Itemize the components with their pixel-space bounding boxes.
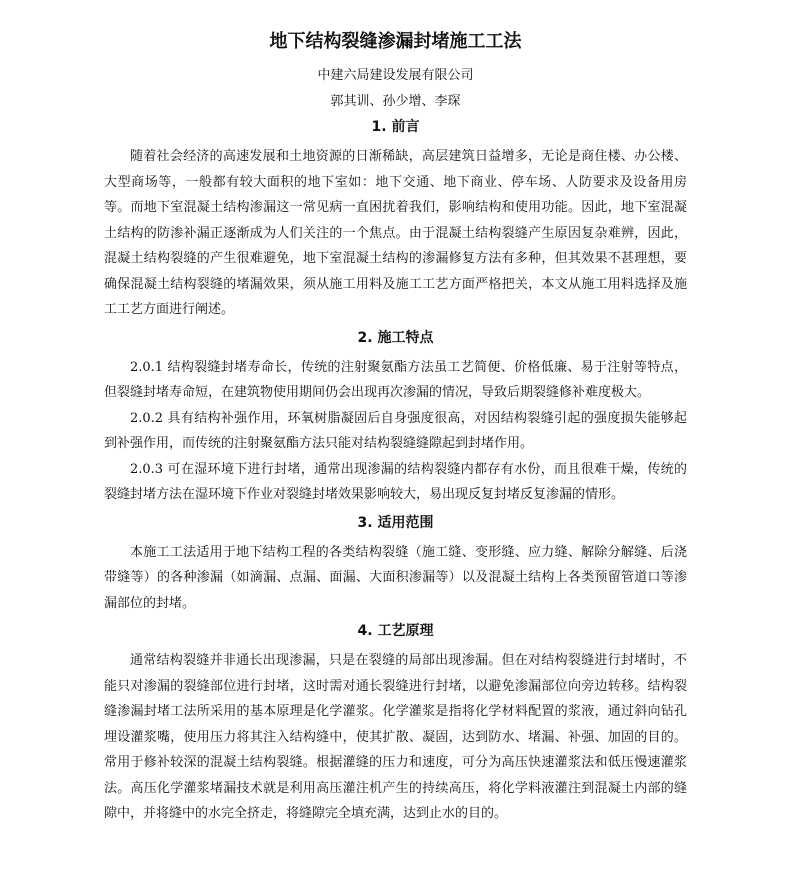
paragraph: 2.0.3 可在湿环境下进行封堵，通常出现渗漏的结构裂缝内都存有水份，而且很难干燥，传统的裂缝封堵方法在湿环境下作业对裂缝封堵效果影响较大，易出现反复封堵反复渗漏的情形。 [104, 461, 687, 502]
paragraph: 2.0.2 具有结构补强作用，环氧树脂凝固后自身强度很高，对因结构裂缝引起的强度损失能够起到补强作用，而传统的注射聚氨酯方法只能对结构裂缝缝隙起到封堵作用。 [104, 410, 687, 451]
section-heading-preface: 1. 前言 [371, 119, 420, 135]
affiliation: 中建六局建设发展有限公司 [317, 68, 474, 83]
paragraph: 本施工工法适用于地下结构工程的各类结构裂缝（施工缝、变形缝、应力缝、解除分解缝、后浇带缝等）的各种渗漏（如滴漏、点漏、面漏、大面积渗漏等）以及混凝土结构上各类预留管道口等渗漏部位的封堵。 [104, 544, 687, 611]
section-heading-principle: 4. 工艺原理 [357, 623, 434, 639]
paragraph: 通常结构裂缝并非通长出现渗漏，只是在裂缝的局部出现渗漏。但在对结构裂缝进行封堵时，不能只对渗漏的裂缝部位进行封堵，这时需对通长裂缝进行封堵，以避免渗漏部位向旁边转移。结构裂缝渗漏封堵工法所采用的基本原理是化学灌浆。化学灌浆是指将化学材料配置的浆液，通过斜向钻孔埋设灌浆嘴，使用压力将其注入结构缝中，使其扩散、凝固，达到防水、堵漏、补强、加固的目的。常用于修补较深的混凝土结构裂缝。根据灌缝的压力和速度，可分为高压快速灌浆法和低压慢速灌浆法。高压化学灌浆堵漏技术就是利用高压灌注机产生的持续高压，将化学料液灌注到混凝土内部的缝隙中，并将缝中的水完全挤走，将缝隙完全填充满，达到止水的目的。 [104, 653, 687, 821]
paper-title: 地下结构裂缝渗漏封堵施工工法 [269, 31, 522, 52]
paragraph: 随着社会经济的高速发展和土地资源的日渐稀缺，高层建筑日益增多，无论是商住楼、办公楼、大型商场等，一般都有较大面积的地下室如：地下交通、地下商业、停车场、人防要求及设备用房等。而地下室混凝土结构渗漏这一常见病一直困扰着我们，影响结构和使用功能。因此，地下室混凝土结构的防渗补漏正逐渐成为人们关注的一个焦点。由于混凝土结构裂缝产生原因复杂难辨，因此，混凝土结构裂缝的产生很难避免，地下室混凝土结构的渗漏修复方法有多种，但其效果不甚理想，要确保混凝土结构裂缝的堵漏效果，须从施工用料及施工工艺方面严格把关，本文从施工用料选择及施工工艺方面进行阐述。 [104, 149, 687, 317]
section-heading-features: 2. 施工特点 [357, 329, 434, 346]
section-heading-scope: 3. 适用范围 [357, 514, 434, 531]
paragraph: 2.0.1 结构裂缝封堵寿命长，传统的注射聚氨酯方法虽工艺简便、价格低廉、易于注射等特点，但裂缝封堵寿命短，在建筑物使用期间仍会出现再次渗漏的情况，导致后期裂缝修补难度极大。 [104, 359, 687, 400]
authors: 郭其训、孙少增、李琛 [330, 94, 461, 109]
